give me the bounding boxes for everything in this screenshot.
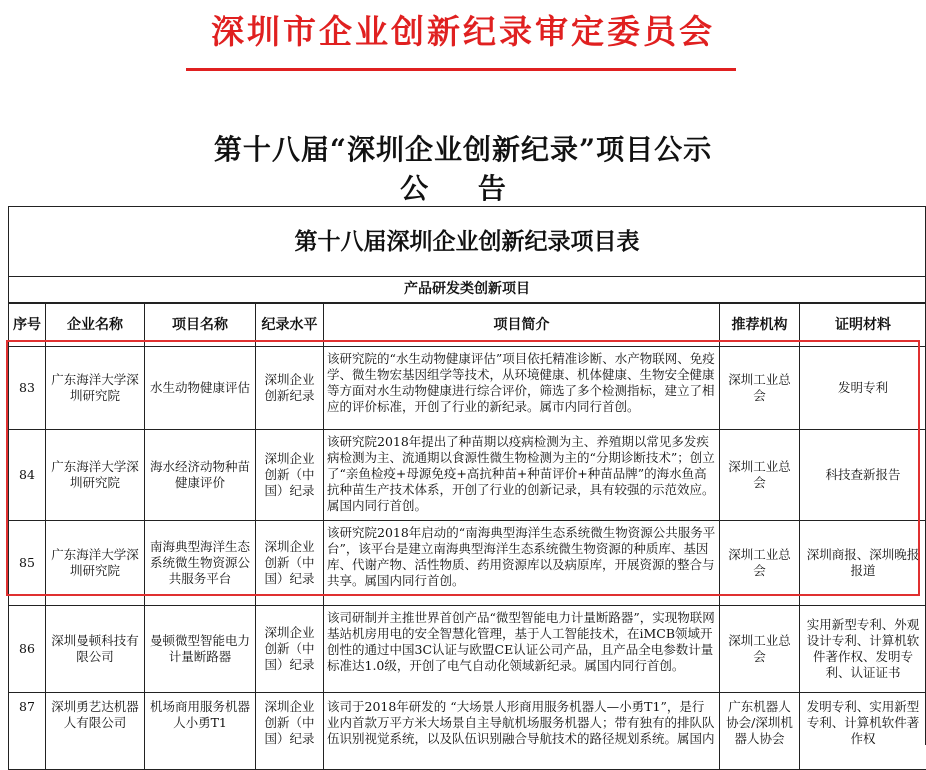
cell-evidence: 发明专利、实用新型专利、计算机软件著作权	[800, 693, 926, 770]
cell-level: 深圳企业创新（中国）纪录	[256, 693, 324, 770]
committee-title: 深圳市企业创新纪录审定委员会	[0, 6, 926, 53]
table-row	[9, 347, 926, 430]
cell-no: 84	[9, 430, 46, 521]
table-row	[9, 693, 926, 770]
project-table-sheet	[8, 206, 926, 745]
cell-no: 87	[9, 693, 46, 770]
table-header-row	[9, 304, 926, 347]
cell-recommender: 深圳工业总会	[720, 430, 800, 521]
letterhead	[0, 0, 926, 74]
cell-recommender: 深圳工业总会	[720, 521, 800, 606]
cell-evidence: 科技查新报告	[800, 430, 926, 521]
cell-description: 该研究院2018年启动的“南海典型海洋生态系统微生物资源公共服务平台”，该平台是建立南海典型海洋生态系统微生物资源的种质库、基因库、代谢产物、活性物质、药用资源库以及病原库，开展资源的整合与共享。属国内同行首创。	[324, 521, 720, 606]
cell-recommender: 广东机器人协会/深圳机器人协会	[720, 693, 800, 770]
cell-project: 南海典型海洋生态系统微生物资源公共服务平台	[145, 521, 256, 606]
table-row	[9, 521, 926, 606]
table-row	[9, 606, 926, 693]
cell-recommender: 深圳工业总会	[720, 347, 800, 430]
cell-no: 85	[9, 521, 46, 606]
cell-evidence: 发明专利	[800, 347, 926, 430]
header-recommender: 推荐机构	[720, 304, 800, 347]
header-description: 项目简介	[324, 304, 720, 347]
cell-company: 广东海洋大学深圳研究院	[46, 430, 145, 521]
section-title: 产品研发类创新项目	[9, 277, 925, 303]
cell-project: 曼顿微型智能电力计量断路器	[145, 606, 256, 693]
cell-company: 广东海洋大学深圳研究院	[46, 521, 145, 606]
header-evidence: 证明材料	[800, 304, 926, 347]
cell-no: 86	[9, 606, 46, 693]
project-table	[8, 303, 926, 770]
cell-company: 深圳曼顿科技有限公司	[46, 606, 145, 693]
header-level: 纪录水平	[256, 304, 324, 347]
document-subtitle: 公 告	[0, 167, 926, 207]
cell-description: 该司于2018年研发的 “大场景人形商用服务机器人—小勇T1”，是行业内首款万平方米大场景自主导航机场服务机器人；带有独有的排队队伍识别视觉系统，以及队伍识别融合导航技术的路径规划系统。属国内	[324, 693, 720, 770]
cell-level: 深圳企业创新（中国）纪录	[256, 606, 324, 693]
header-company: 企业名称	[46, 304, 145, 347]
cell-no: 83	[9, 347, 46, 430]
cell-company: 深圳勇艺达机器人有限公司	[46, 693, 145, 770]
cell-evidence: 实用新型专利、外观设计专利、计算机软件著作权、发明专利、认证证书	[800, 606, 926, 693]
header-project: 项目名称	[145, 304, 256, 347]
cell-description: 该司研制并主推世界首创产品“微型智能电力计量断路器”，实现物联网基站机房用电的安全智慧化管理，基于人工智能技术，在iMCB领域开创性的通过中国3C认证与欧盟CE认证公司产品，且产品全电参数计量标准达1.0级，开创了电气自动化领域新纪录。属国内同行首创。	[324, 606, 720, 693]
table-title: 第十八届深圳企业创新纪录项目表	[9, 207, 925, 277]
cell-project: 机场商用服务机器人小勇T1	[145, 693, 256, 770]
cell-level: 深圳企业创新（中国）纪录	[256, 521, 324, 606]
cell-project: 海水经济动物种苗健康评价	[145, 430, 256, 521]
cell-level: 深圳企业创新（中国）纪录	[256, 430, 324, 521]
cell-evidence: 深圳商报、深圳晚报报道	[800, 521, 926, 606]
cell-level: 深圳企业创新纪录	[256, 347, 324, 430]
letterhead-rule	[186, 68, 736, 71]
cell-description: 该研究院的“水生动物健康评估”项目依托精准诊断、水产物联网、免疫学、微生物宏基因组学等技术，从环境健康、机体健康、生物安全健康等方面对水生动物健康进行综合评价，筛选了多个检测指标，建立了相应的评价标准，开创了行业的新纪录。属市内同行首创。	[324, 347, 720, 430]
header-no: 序号	[9, 304, 46, 347]
cell-project: 水生动物健康评估	[145, 347, 256, 430]
cell-description: 该研究院2018年提出了种苗期以疫病检测为主、养殖期以常见多发疾病检测为主、流通期以食源性微生物检测为主的“分期诊断技术”；创立了“亲鱼检疫+母源免疫+高抗种苗+种苗评价+种苗品牌”的海水鱼高抗种苗生产技术体系，开创了行业的创新记录，具有较强的示范效应。属国内同行首创。	[324, 430, 720, 521]
document-title: 第十八届“深圳企业创新纪录”项目公示	[0, 128, 926, 168]
cell-company: 广东海洋大学深圳研究院	[46, 347, 145, 430]
table-row	[9, 430, 926, 521]
cell-recommender: 深圳工业总会	[720, 606, 800, 693]
